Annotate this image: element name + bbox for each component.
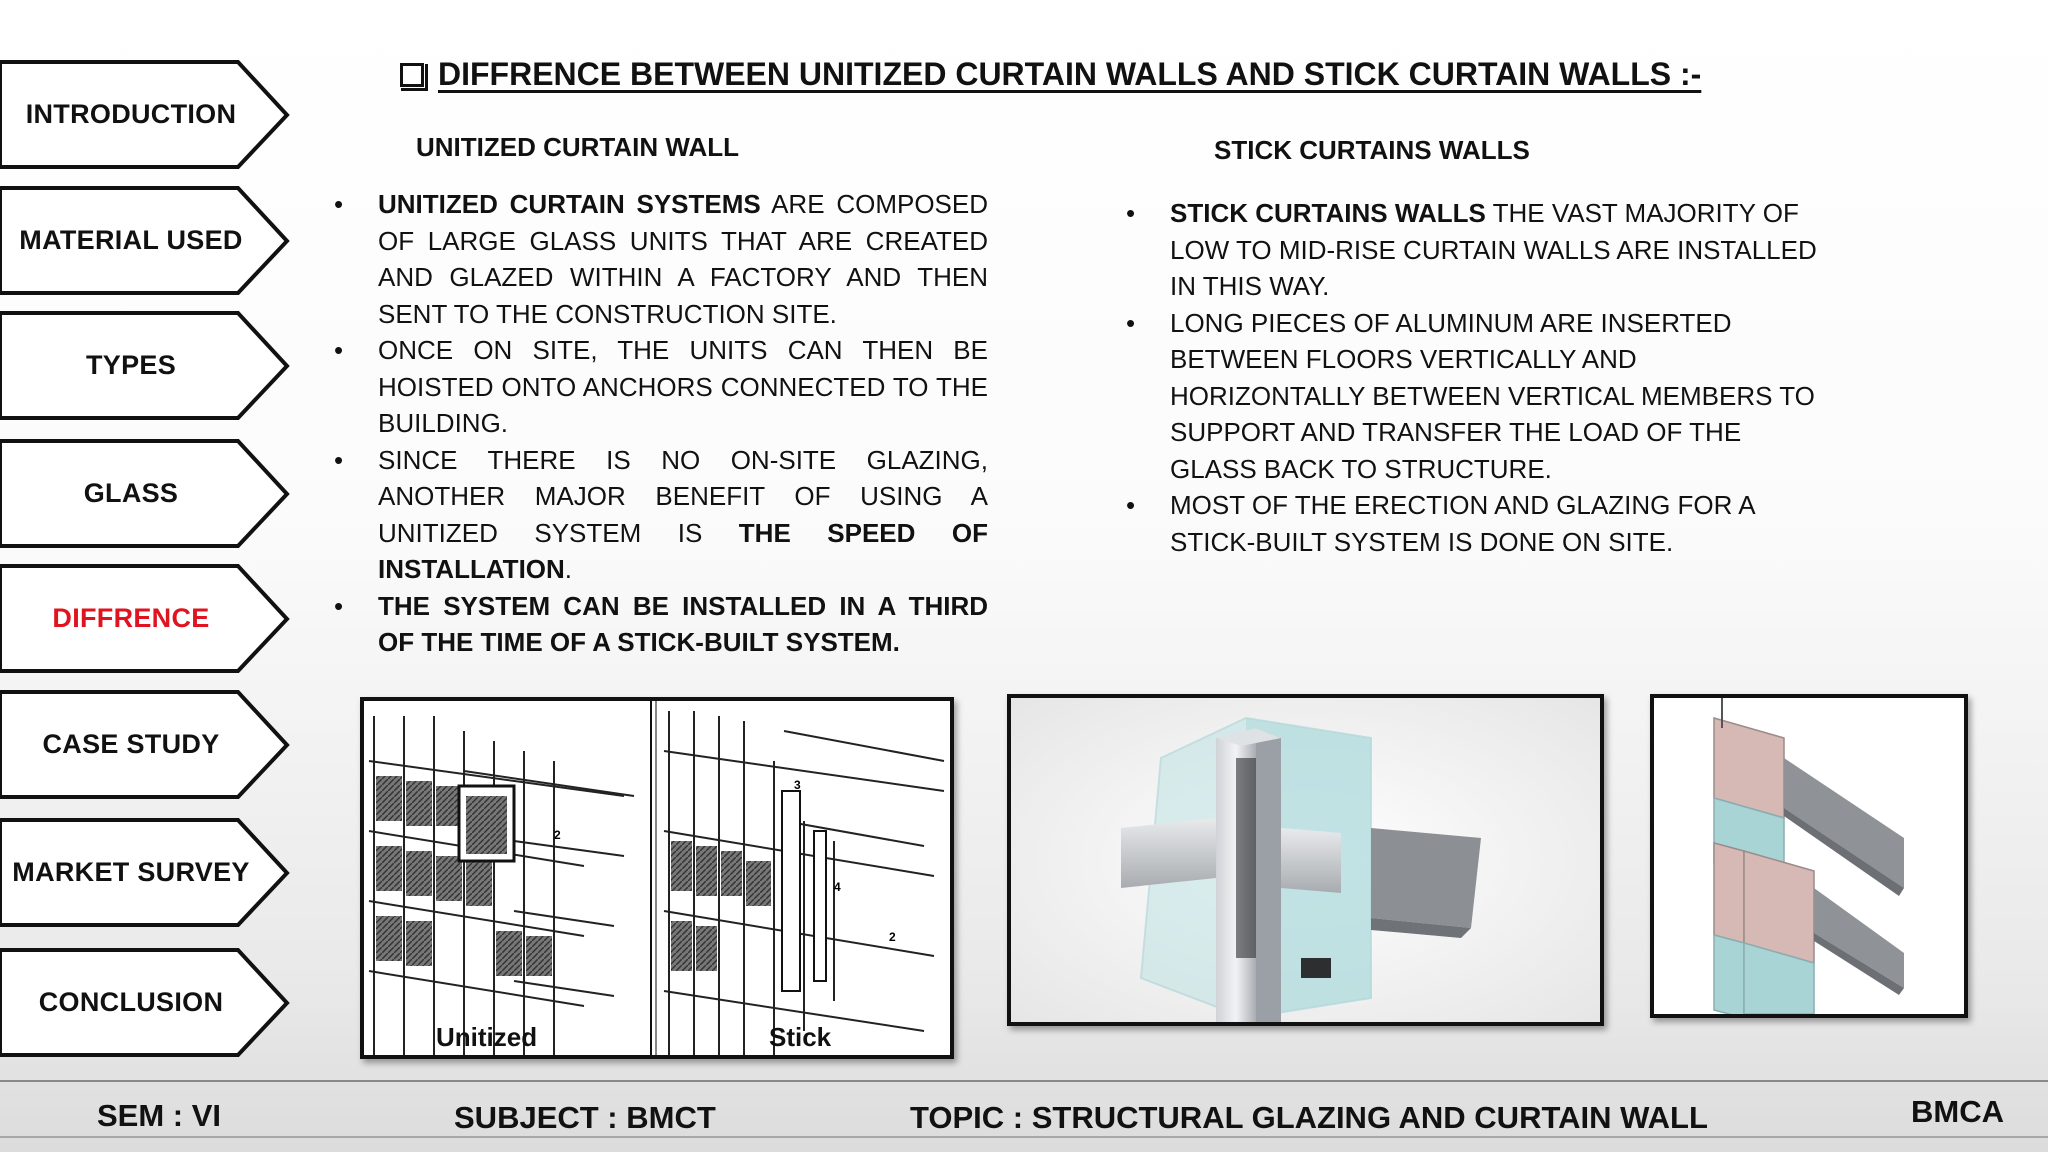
bullet-text: ONCE ON SITE, THE UNITS CAN THEN BE HOISTED ONTO ANCHORS CONNECTED TO THE BUILDING. bbox=[378, 335, 988, 438]
footer-org: BMCA bbox=[1911, 1094, 2004, 1129]
mullion-render-image bbox=[1007, 694, 1604, 1026]
bullet-text: LONG PIECES OF ALUMINUM ARE INSERTED BETWEEN FLOORS VERTICALLY AND HORIZONTALLY BETWEEN VERTICAL MEMBERS TO SUPPORT AND TRANSFER THE LOAD OF THE GLASS BACK TO STRUCTURE. bbox=[1170, 307, 1815, 484]
diagram-number: 2 bbox=[889, 930, 896, 944]
diagram-number: 3 bbox=[794, 778, 801, 792]
footer-divider-bottom bbox=[0, 1136, 2048, 1138]
nav-item-types[interactable] bbox=[0, 311, 290, 419]
list-item bbox=[1126, 487, 1826, 560]
diagram-number: 4 bbox=[834, 880, 841, 894]
bullet-text: . bbox=[564, 554, 573, 584]
list-item bbox=[334, 332, 988, 442]
bullet-bold-text: STICK CURTAINS WALLS bbox=[1170, 198, 1486, 228]
nav-item-conclusion[interactable] bbox=[0, 948, 290, 1056]
list-item bbox=[334, 588, 988, 661]
checkbox-bullet-icon bbox=[400, 63, 424, 87]
unitized-vs-stick-diagram bbox=[360, 697, 954, 1059]
nav-item-case-study[interactable] bbox=[0, 690, 290, 798]
nav-item-diffrence[interactable] bbox=[0, 564, 290, 672]
bullet-bold-text: THE SPEED OF INSTALLATION bbox=[378, 517, 988, 584]
bullet-icon: • bbox=[334, 590, 344, 621]
footer-divider-top bbox=[0, 1080, 2048, 1082]
stick-label: Stick bbox=[769, 1022, 832, 1052]
footer-subject: SUBJECT : BMCT bbox=[454, 1100, 716, 1135]
footer-sem: SEM : VI bbox=[97, 1098, 222, 1133]
nav-label: CASE STUDY bbox=[42, 728, 220, 759]
right-column-heading: STICK CURTAINS WALLS bbox=[1214, 135, 1530, 165]
nav-item-glass[interactable] bbox=[0, 439, 290, 547]
unitized-label: Unitized bbox=[436, 1022, 538, 1052]
bullet-icon: • bbox=[1126, 490, 1136, 520]
list-item bbox=[334, 442, 988, 588]
bullet-bold-text: THE SYSTEM CAN BE INSTALLED IN A THIRD OF THE TIME OF A STICK-BUILT SYSTEM. bbox=[378, 590, 988, 657]
nav-label: CONCLUSION bbox=[38, 986, 224, 1017]
nav-label: INTRODUCTION bbox=[25, 98, 237, 129]
left-column-heading: UNITIZED CURTAIN WALL bbox=[416, 132, 740, 162]
nav-label: MARKET SURVEY bbox=[12, 856, 250, 887]
nav-item-introduction[interactable] bbox=[0, 60, 290, 168]
unitized-bullet-list bbox=[334, 186, 988, 661]
bullet-icon: • bbox=[1126, 307, 1136, 338]
slide-title bbox=[400, 56, 1701, 93]
slide-title-text: DIFFRENCE BETWEEN UNITIZED CURTAIN WALLS AND STICK CURTAIN WALLS :- bbox=[438, 56, 1702, 92]
bullet-text: ARE COMPOSED OF LARGE GLASS UNITS THAT ARE CREATED AND GLAZED WITHIN A FACTORY AND THEN SENT TO THE CONSTRUCTION SITE. bbox=[378, 189, 989, 329]
unitized-panel-icon bbox=[1654, 698, 1964, 1014]
bullet-icon: • bbox=[334, 189, 344, 219]
list-item bbox=[1126, 305, 1826, 488]
bullet-bold-text: UNITIZED CURTAIN SYSTEMS bbox=[378, 189, 761, 219]
nav-item-market-survey[interactable] bbox=[0, 818, 290, 926]
bullet-icon: • bbox=[334, 444, 344, 475]
nav-item-material-used[interactable] bbox=[0, 186, 290, 294]
list-item bbox=[334, 186, 988, 332]
bullet-icon: • bbox=[334, 335, 344, 365]
bullet-icon: • bbox=[1126, 198, 1136, 228]
bullet-text: THE VAST MAJORITY OF LOW TO MID-RISE CURTAIN WALLS ARE INSTALLED IN THIS WAY. bbox=[1170, 198, 1817, 301]
bullet-text: SINCE THERE IS NO ON-SITE GLAZING, ANOTHER MAJOR BENEFIT OF USING A UNITIZED SYSTEM IS bbox=[378, 444, 988, 548]
bullet-text: MOST OF THE ERECTION AND GLAZING FOR A STICK-BUILT SYSTEM IS DONE ON SITE. bbox=[1170, 490, 1755, 557]
nav-label: GLASS bbox=[83, 477, 179, 508]
curtain-wall-sketch bbox=[364, 701, 950, 1055]
mullion-cross-icon bbox=[1011, 698, 1600, 1022]
nav-label-active: DIFFRENCE bbox=[52, 602, 210, 633]
nav-label: MATERIAL USED bbox=[19, 224, 243, 255]
list-item bbox=[1126, 195, 1826, 305]
diagram-number: 2 bbox=[554, 828, 561, 842]
footer-topic: TOPIC : STRUCTURAL GLAZING AND CURTAIN WALL bbox=[910, 1100, 1708, 1135]
unitized-panel-image bbox=[1650, 694, 1968, 1018]
stick-bullet-list bbox=[1126, 195, 1826, 560]
nav-label: TYPES bbox=[85, 349, 177, 380]
